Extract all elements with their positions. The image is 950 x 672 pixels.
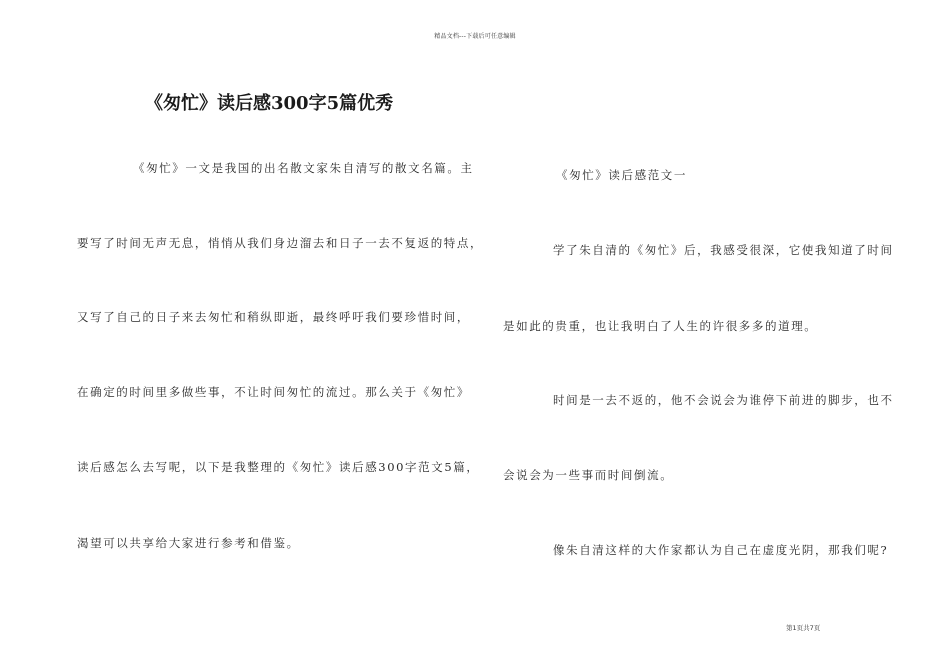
- paragraph-line: 又写了自己的日子来去匆忙和稍纵即逝，最终呼吁我们要珍惜时间，: [77, 310, 470, 324]
- paragraph-line: 是如此的贵重，也让我明白了人生的许很多多的道理。: [503, 319, 818, 333]
- left-text-column: [77, 0, 484, 672]
- right-text-column: [503, 0, 903, 672]
- paragraph-line: 像朱自清这样的大作家都认为自己在虚度光阴，那我们呢?: [553, 543, 889, 557]
- document-title: 《匆忙》读后感300字5篇优秀: [145, 93, 394, 114]
- paragraph-line: 学了朱自清的《匆忙》后，我感受很深，它使我知道了时间: [553, 243, 894, 257]
- paragraph-line: 渴望可以共享给大家进行参考和借鉴。: [77, 536, 300, 550]
- paragraph-line: 在确定的时间里多做些事，不让时间匆忙的流过。那么关于《匆忙》: [77, 385, 470, 399]
- paragraph-line: 时间是一去不返的，他不会说会为谁停下前进的脚步，也不: [553, 393, 894, 407]
- section-heading: 《匆忙》读后感范文一: [556, 168, 687, 182]
- paragraph-line: 读后感怎么去写呢，以下是我整理的《匆忙》读后感300字范文5篇，: [77, 460, 480, 474]
- paragraph-line: 会说会为一些事而时间倒流。: [503, 468, 674, 482]
- paragraph-line: 《匆忙》一文是我国的出名散文家朱自清写的散文名篇。主: [133, 161, 474, 175]
- page-number: 第1页共7页: [786, 624, 821, 632]
- header-note: 精品文档---下载后可任意编辑: [434, 33, 516, 40]
- paragraph-line: 要写了时间无声无息，悄悄从我们身边溜去和日子一去不复返的特点，: [77, 236, 484, 250]
